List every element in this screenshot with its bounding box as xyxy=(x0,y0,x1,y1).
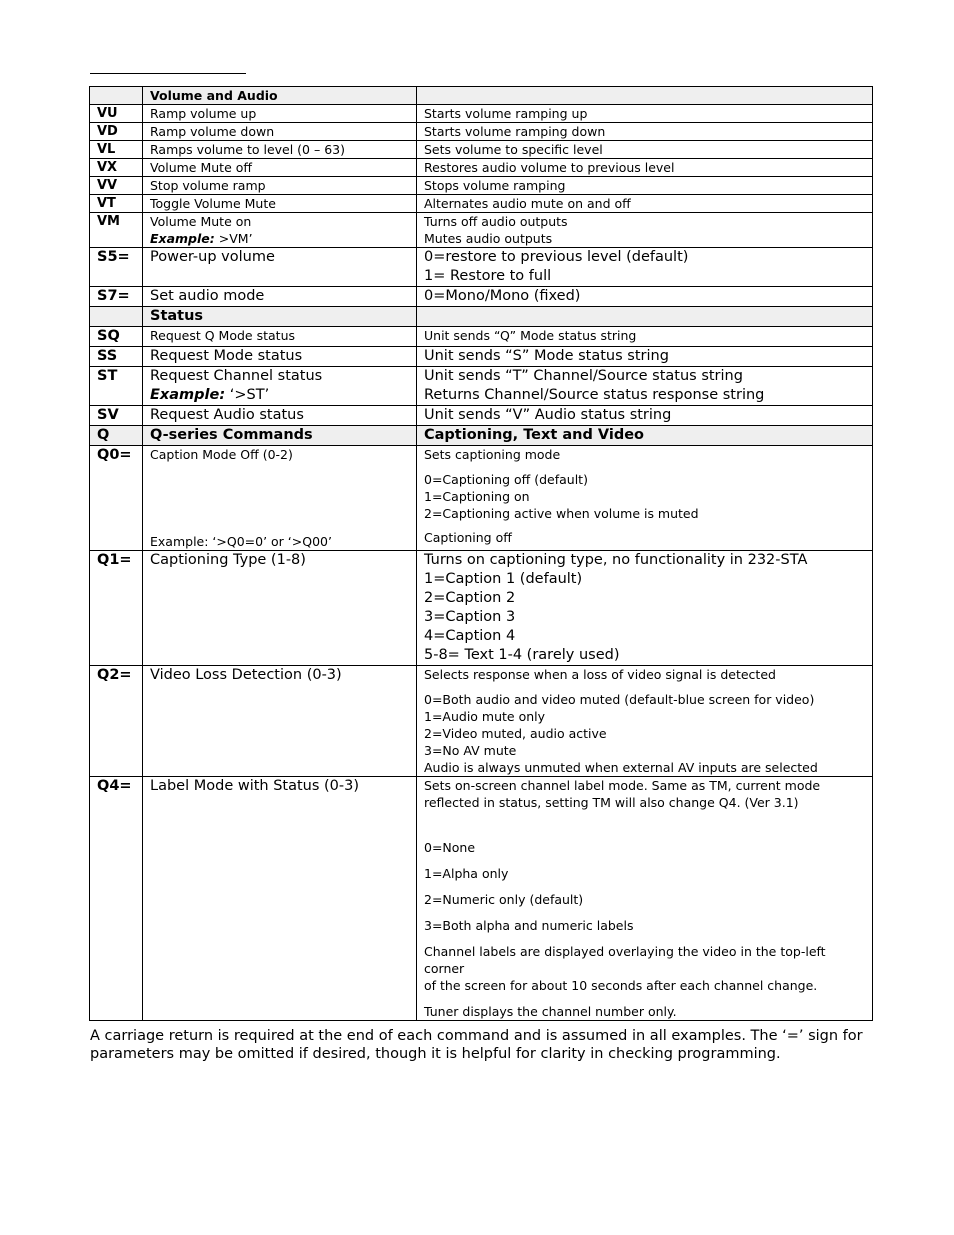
option-line: 3=Both alpha and numeric labels xyxy=(424,918,634,933)
table-row xyxy=(90,327,873,347)
command-code: Q4= xyxy=(90,777,143,1021)
note-line: Channel labels are displayed overlaying the video in the top-left corner xyxy=(424,944,826,976)
option-line: 2=Caption 2 xyxy=(424,590,516,606)
table-row xyxy=(90,406,873,426)
command-name: Volume Mute on xyxy=(150,214,252,229)
command-name: Request Channel status xyxy=(150,368,323,384)
command-desc: Returns Channel/Source status response string xyxy=(424,387,765,403)
table-row xyxy=(90,105,873,123)
command-name: Power-up volume xyxy=(143,248,417,287)
table-row xyxy=(90,141,873,159)
table-row xyxy=(90,367,873,406)
command-desc-cell xyxy=(417,666,873,777)
section-title: Q-series Commands xyxy=(143,426,417,446)
table-row xyxy=(90,248,873,287)
command-desc: Unit sends “S” Mode status string xyxy=(417,347,873,367)
example-value: ‘>ST’ xyxy=(225,387,270,403)
command-name: Label Mode with Status (0-3) xyxy=(143,777,417,1021)
section-header-q-series xyxy=(90,426,873,446)
example-label: Example: xyxy=(150,387,226,403)
command-code: SS xyxy=(90,347,143,367)
command-name: Set audio mode xyxy=(143,287,417,307)
command-name: Request Q Mode status xyxy=(143,327,417,347)
command-name: Captioning Type (1-8) xyxy=(143,551,417,666)
option-line: 0=None xyxy=(424,840,476,855)
command-name-cell xyxy=(143,446,417,551)
command-name: Ramps volume to level (0 – 63) xyxy=(143,141,417,159)
option-line: 0=Captioning off (default) xyxy=(424,472,588,487)
command-desc: Restores audio volume to previous level xyxy=(417,159,873,177)
table-row xyxy=(90,347,873,367)
footnote: A carriage return is required at the end of each command and is assumed in all examples. The ‘=’ sign for parameters may be omitted if desired, though it is helpful for clarity in checking programming. xyxy=(90,1028,863,1062)
table-row xyxy=(90,446,873,551)
section-title: Status xyxy=(143,307,417,327)
section-header-volume xyxy=(90,87,873,105)
command-desc: 1= Restore to full xyxy=(424,268,552,284)
command-desc: Unit sends “Q” Mode status string xyxy=(417,327,873,347)
example-line xyxy=(150,230,409,247)
command-code: Q0= xyxy=(90,446,143,551)
command-desc-cell xyxy=(417,551,873,666)
option-line: Audio is always unmuted when external AV inputs are selected xyxy=(424,760,818,775)
command-name: Ramp volume down xyxy=(143,123,417,141)
command-code: SV xyxy=(90,406,143,426)
option-line: 1=Captioning on xyxy=(424,489,530,504)
section-code: Q xyxy=(90,426,143,446)
command-name: Request Mode status xyxy=(143,347,417,367)
table-row xyxy=(90,159,873,177)
command-code: VU xyxy=(90,105,143,123)
command-name: Stop volume ramp xyxy=(143,177,417,195)
table-row xyxy=(90,777,873,1021)
command-desc: Starts volume ramping down xyxy=(417,123,873,141)
command-desc: Alternates audio mute on and off xyxy=(417,195,873,213)
option-line: 4=Caption 4 xyxy=(424,628,516,644)
command-desc: Stops volume ramping xyxy=(417,177,873,195)
command-name: Caption Mode Off (0-2) xyxy=(150,447,293,462)
command-desc-cell xyxy=(417,777,873,1021)
command-name: Ramp volume up xyxy=(143,105,417,123)
command-name: Video Loss Detection (0-3) xyxy=(143,666,417,777)
command-code: S7= xyxy=(90,287,143,307)
option-line: 2=Numeric only (default) xyxy=(424,892,584,907)
command-name: Request Audio status xyxy=(143,406,417,426)
option-line: 1=Audio mute only xyxy=(424,709,546,724)
command-code: VM xyxy=(90,213,143,248)
note-line: of the screen for about 10 seconds after each channel change. xyxy=(424,978,818,993)
command-desc: Sets captioning mode xyxy=(424,447,561,462)
section-desc: Captioning, Text and Video xyxy=(417,426,873,446)
table-row xyxy=(90,177,873,195)
option-line: 2=Captioning active when volume is muted xyxy=(424,506,699,521)
top-rule xyxy=(90,73,246,74)
command-code: VT xyxy=(90,195,143,213)
option-line: 1=Caption 1 (default) xyxy=(424,571,583,587)
command-desc: Turns on captioning type, no functionality in 232-STA xyxy=(424,552,808,568)
command-code: S5= xyxy=(90,248,143,287)
command-desc-cell xyxy=(417,248,873,287)
command-desc: Turns off audio outputs xyxy=(424,214,568,229)
note-line: Tuner displays the channel number only. xyxy=(424,1004,677,1019)
command-desc-cell xyxy=(417,213,873,248)
command-code: ST xyxy=(90,367,143,406)
option-line: 1=Alpha only xyxy=(424,866,509,881)
command-desc: 0=Mono/Mono (fixed) xyxy=(417,287,873,307)
command-code: VD xyxy=(90,123,143,141)
table-row xyxy=(90,287,873,307)
command-desc-cell xyxy=(417,446,873,551)
example-value: >VM’ xyxy=(214,231,253,246)
command-desc: 0=restore to previous level (default) xyxy=(424,249,689,265)
command-code: Q2= xyxy=(90,666,143,777)
command-name: Toggle Volume Mute xyxy=(143,195,417,213)
example-line xyxy=(150,386,409,405)
option-line: 0=Both audio and video muted (default-blue screen for video) xyxy=(424,692,815,707)
command-desc: Sets on-screen channel label mode. Same as TM, current mode xyxy=(424,778,821,793)
table-row xyxy=(90,666,873,777)
command-desc: Unit sends “V” Audio status string xyxy=(417,406,873,426)
option-line: 2=Video muted, audio active xyxy=(424,726,607,741)
command-code: SQ xyxy=(90,327,143,347)
command-desc: Mutes audio outputs xyxy=(424,231,553,246)
command-code: VV xyxy=(90,177,143,195)
table-row xyxy=(90,551,873,666)
option-line: 3=No AV mute xyxy=(424,743,517,758)
command-table xyxy=(89,86,873,1021)
option-line: 3=Caption 3 xyxy=(424,609,516,625)
table-row xyxy=(90,123,873,141)
command-desc: Starts volume ramping up xyxy=(417,105,873,123)
command-desc: Sets volume to specific level xyxy=(417,141,873,159)
command-code: VX xyxy=(90,159,143,177)
section-title: Volume and Audio xyxy=(143,87,417,105)
option-line: 5-8= Text 1-4 (rarely used) xyxy=(424,647,620,663)
command-code: VL xyxy=(90,141,143,159)
command-code: Q1= xyxy=(90,551,143,666)
command-desc: reflected in status, setting TM will also change Q4. (Ver 3.1) xyxy=(424,795,799,810)
command-name-cell xyxy=(143,213,417,248)
table-row xyxy=(90,195,873,213)
command-name-cell xyxy=(143,367,417,406)
command-name: Volume Mute off xyxy=(143,159,417,177)
example-line: Example: ‘>Q0=0’ or ‘>Q00’ xyxy=(150,534,332,549)
example-label: Example: xyxy=(150,231,215,246)
command-desc-cell xyxy=(417,367,873,406)
table-row xyxy=(90,213,873,248)
command-desc: Selects response when a loss of video signal is detected xyxy=(424,667,776,682)
command-desc: Unit sends “T” Channel/Source status string xyxy=(424,368,743,384)
note-line: Captioning off xyxy=(424,530,512,545)
section-header-status xyxy=(90,307,873,327)
